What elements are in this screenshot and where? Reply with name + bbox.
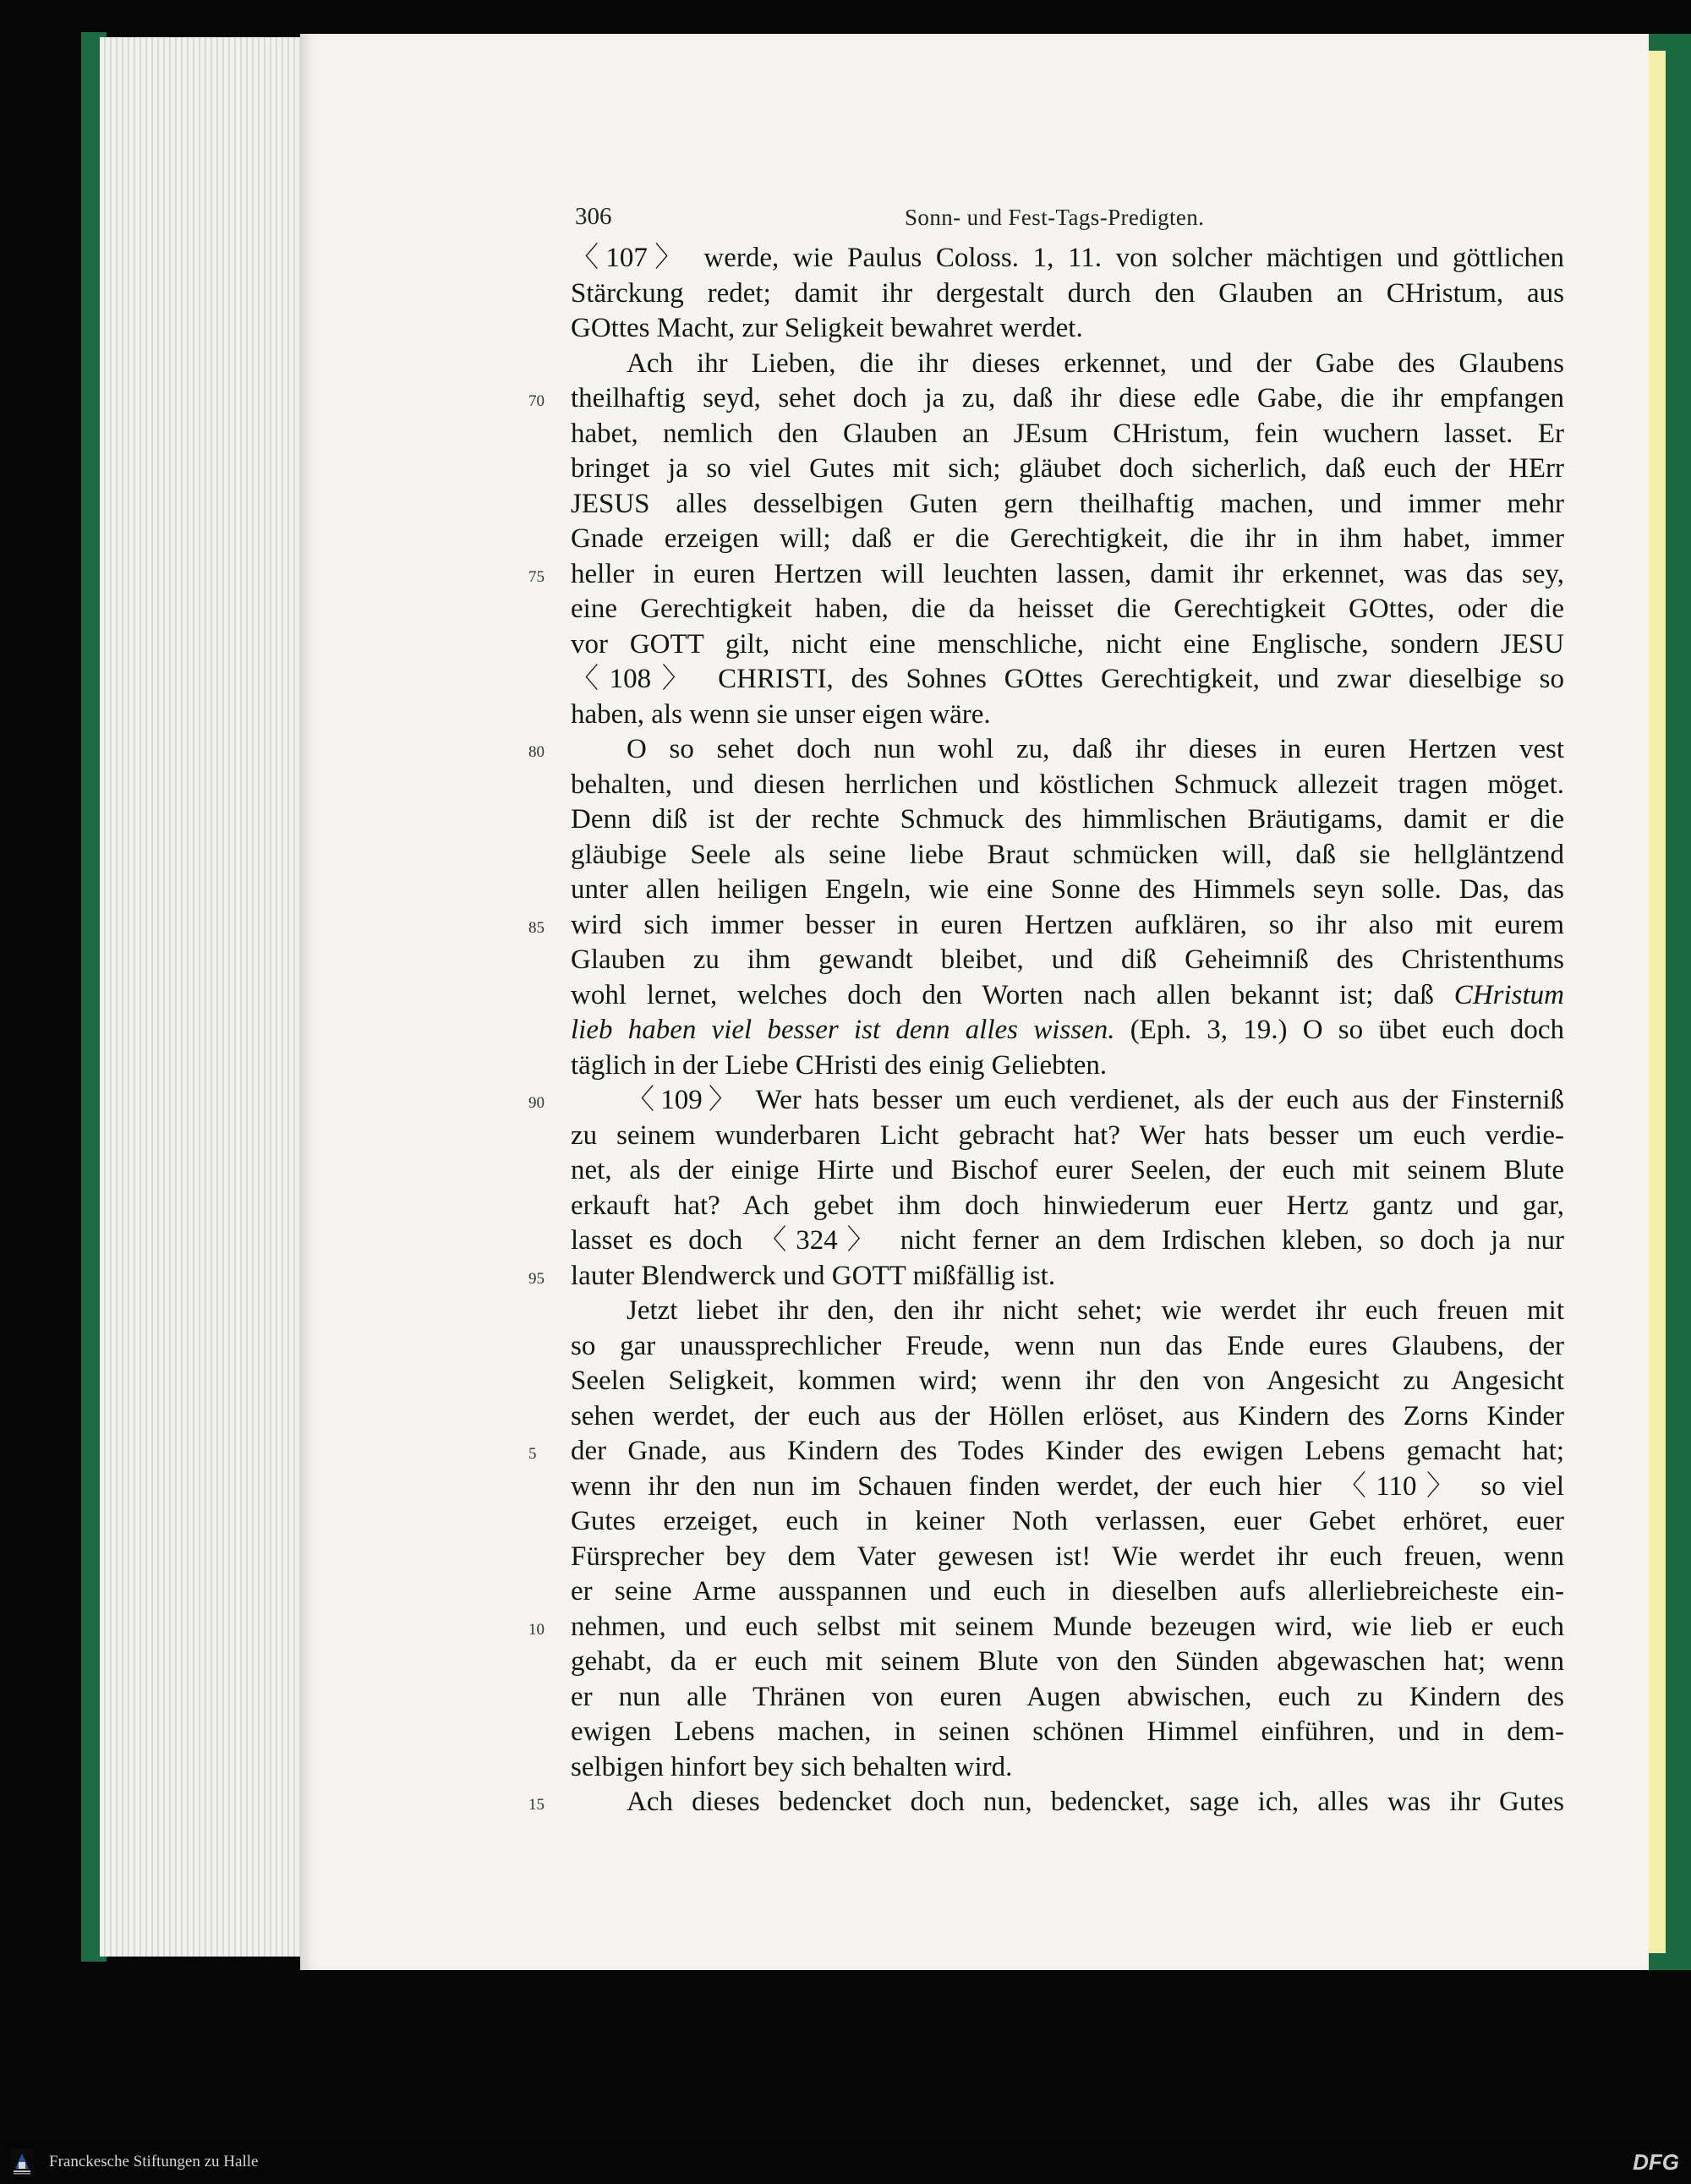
line-text	[571, 1470, 1564, 1505]
text-line	[528, 1083, 1564, 1119]
text-line	[571, 1574, 1564, 1610]
footer-bar	[0, 2141, 1691, 2184]
line-text	[571, 1715, 1564, 1750]
line-text	[571, 487, 1564, 523]
text-segment: (Eph. 3, 19.) O so übet euch doch	[1114, 1015, 1564, 1045]
text-line	[571, 1540, 1564, 1575]
text-segment: JESUS alles desselbigen Guten gern theilhaftig machen, und immer mehr	[571, 488, 1564, 519]
text-line	[571, 1645, 1564, 1680]
text-line	[571, 1013, 1564, 1048]
text-segment: sehen werdet, der euch aus der Höllen erlöset, aus Kindern des Zorns Kinder	[571, 1400, 1564, 1431]
text-segment: Fürsprecher bey dem Vater gewesen ist! Wie werdet ihr euch freuen, wenn	[571, 1541, 1564, 1572]
line-text	[571, 768, 1564, 803]
text-segment: selbigen hinfort bey sich behalten wird.	[571, 1751, 1013, 1782]
text-block	[528, 241, 1564, 1820]
page-stack-edge	[100, 37, 304, 1957]
line-text	[571, 1434, 1564, 1470]
text-segment: Denn diß ist der rechte Schmuck des himmlischen Bräutigams, damit er die	[571, 804, 1564, 835]
text-line	[571, 417, 1564, 452]
text-segment: Seelen Seligkeit, kommen wird; wenn ihr den von Angesicht zu Angesicht	[571, 1366, 1564, 1396]
line-number: 80	[528, 743, 545, 761]
line-text	[571, 1750, 1564, 1786]
line-text	[571, 311, 1564, 347]
text-line	[571, 698, 1564, 733]
text-line	[571, 487, 1564, 523]
text-segment: GOttes Macht, zur Seligkeit bewahret werdet.	[571, 313, 1083, 343]
line-text	[571, 1048, 1564, 1084]
text-segment: bringet ja so viel Gutes mit sich; gläubet doch sicherlich, daß euch der HErr	[571, 453, 1564, 484]
text-line	[528, 557, 1564, 593]
line-text	[571, 522, 1564, 557]
line-text	[627, 1083, 1564, 1119]
facing-page-edge	[1647, 51, 1666, 1953]
line-text	[571, 908, 1564, 944]
line-text	[571, 1364, 1564, 1399]
page-number: 306	[575, 203, 612, 230]
text-segment: er seine Arme ausspannen und euch in dieselben aufs allerliebreicheste ein-	[571, 1576, 1564, 1607]
text-line	[571, 1470, 1564, 1505]
line-text	[571, 1504, 1564, 1540]
line-text	[571, 417, 1564, 452]
line-number: 70	[528, 392, 545, 410]
line-text	[571, 1259, 1564, 1295]
footer-institution: Franckesche Stiftungen zu Halle	[49, 2153, 259, 2170]
text-segment: Glauben zu ihm gewandt bleibet, und diß Geheimniß des Christenthums	[571, 944, 1564, 975]
text-line	[571, 1119, 1564, 1154]
text-line	[571, 276, 1564, 312]
text-line	[571, 1048, 1564, 1084]
book-page	[300, 34, 1649, 1970]
text-segment: lasset es doch 〈324〉 nicht ferner an dem Irdischen kleben, so doch ja nur	[571, 1225, 1564, 1256]
line-text	[571, 943, 1564, 978]
text-segment: vor GOTT gilt, nicht eine menschliche, nicht eine Englische, sondern JESU	[571, 628, 1564, 660]
line-text	[627, 732, 1564, 768]
text-segment: täglich in der Liebe CHristi des einig Geliebten.	[571, 1049, 1108, 1081]
line-text	[571, 802, 1564, 838]
line-number: 90	[528, 1094, 545, 1112]
line-text	[571, 1610, 1564, 1645]
text-line	[571, 943, 1564, 978]
line-text	[571, 592, 1564, 627]
text-line	[528, 381, 1564, 417]
text-segment: Gutes erzeiget, euch in keiner Noth verlassen, euer Gebet erhöret, euer	[571, 1506, 1564, 1536]
line-text	[571, 873, 1564, 908]
running-head	[300, 169, 1649, 230]
line-text	[571, 1574, 1564, 1610]
text-line	[571, 1504, 1564, 1540]
text-line	[571, 802, 1564, 838]
text-line	[528, 1434, 1564, 1470]
line-text	[571, 381, 1564, 417]
text-segment: ewigen Lebens machen, in seinen schönen Himmel einführen, und in dem-	[571, 1716, 1564, 1747]
line-number: 15	[528, 1796, 545, 1814]
text-segment: nehmen, und euch selbst mit seinem Munde bezeugen wird, wie lieb er euch	[571, 1611, 1564, 1642]
text-line	[571, 311, 1564, 347]
text-line	[571, 838, 1564, 873]
line-text	[571, 276, 1564, 312]
text-line	[528, 732, 1564, 768]
text-segment: Gnade erzeigen will; daß er die Gerechtigkeit, die ihr in ihm habet, immer	[571, 523, 1564, 554]
line-number: 10	[528, 1620, 545, 1639]
italic-text-segment: lieb haben viel besser ist denn alles wissen.	[571, 1015, 1115, 1045]
line-number: 75	[528, 567, 545, 586]
text-segment: wird sich immer besser in euren Hertzen aufklären, so ihr also mit eurem	[571, 909, 1564, 940]
line-text	[571, 838, 1564, 873]
text-segment: 〈107〉 werde, wie Paulus Coloss. 1, 11. von solcher mächtigen und göttlichen	[571, 243, 1564, 273]
text-segment: so gar unaussprechlicher Freude, wenn nun das Ende eures Glaubens, der	[571, 1330, 1564, 1361]
text-segment: wohl lernet, welches doch den Worten nach allen bekannt ist; daß	[571, 979, 1454, 1010]
text-segment: Stärckung redet; damit ihr dergestalt durch den Glauben an CHristum, aus	[571, 277, 1564, 309]
text-line	[571, 1715, 1564, 1750]
line-text	[627, 1294, 1564, 1329]
line-text	[627, 347, 1564, 382]
line-text	[571, 1540, 1564, 1575]
text-line	[528, 908, 1564, 944]
text-segment: haben, als wenn sie unser eigen wäre.	[571, 698, 991, 730]
text-line	[571, 1294, 1564, 1329]
line-text	[571, 627, 1564, 663]
text-segment: theilhaftig seyd, sehet doch ja zu, daß ihr diese edle Gabe, die ihr empfangen	[571, 383, 1564, 413]
text-line	[571, 347, 1564, 382]
line-text	[571, 1013, 1564, 1048]
running-title: Sonn- und Fest-Tags-Predigten.	[905, 205, 1205, 230]
text-segment: zu seinem wunderbaren Licht gebracht hat? Wer hats besser um euch verdie-	[571, 1119, 1564, 1151]
text-line	[528, 1259, 1564, 1295]
text-segment: er nun alle Thränen von euren Augen abwischen, euch zu Kindern des	[571, 1681, 1564, 1712]
line-text	[571, 1189, 1564, 1224]
line-text	[571, 1645, 1564, 1680]
text-segment: gläubige Seele als seine liebe Braut schmücken will, daß sie hellgläntzend	[571, 839, 1564, 870]
line-text	[627, 1785, 1564, 1820]
text-line	[528, 1610, 1564, 1645]
text-segment: behalten, und diesen herrlichen und köstlichen Schmuck allezeit tragen möget.	[571, 769, 1564, 800]
text-line	[571, 1153, 1564, 1189]
text-segment: heller in euren Hertzen will leuchten lassen, damit ihr erkennet, was das sey,	[571, 558, 1564, 589]
text-line	[571, 1364, 1564, 1399]
text-line	[571, 1223, 1564, 1259]
text-line	[571, 1399, 1564, 1435]
line-number: 85	[528, 918, 545, 937]
text-segment: der Gnade, aus Kindern des Todes Kinder des ewigen Lebens gemacht hat;	[571, 1436, 1564, 1466]
text-line	[571, 1329, 1564, 1365]
text-segment: eine Gerechtigkeit haben, die da heisset die Gerechtigkeit GOttes, oder die	[571, 594, 1564, 624]
text-line	[571, 1189, 1564, 1224]
italic-text-segment: CHristum	[1453, 979, 1564, 1010]
text-line	[571, 241, 1564, 276]
text-line	[571, 662, 1564, 698]
text-line	[571, 873, 1564, 908]
line-text	[571, 978, 1564, 1014]
text-line	[528, 1785, 1564, 1820]
text-line	[571, 1680, 1564, 1716]
text-line	[571, 1750, 1564, 1786]
line-text	[571, 1399, 1564, 1435]
text-line	[571, 768, 1564, 803]
text-segment: 〈109〉 Wer hats besser um euch verdienet, als der euch aus der Finsterniß	[627, 1085, 1564, 1115]
line-text	[571, 662, 1564, 698]
text-segment: unter allen heiligen Engeln, wie eine Sonne des Himmels seyn solle. Das, das	[571, 874, 1564, 905]
line-text	[571, 1329, 1564, 1365]
text-segment: O so sehet doch nun wohl zu, daß ihr dieses in euren Hertzen vest	[627, 734, 1564, 764]
text-segment: gehabt, da er euch mit seinem Blute von den Sünden abgewaschen hat; wenn	[571, 1646, 1564, 1677]
line-text	[571, 1119, 1564, 1154]
text-segment: Jetzt liebet ihr den, den ihr nicht sehet; wie werdet ihr euch freuen mit	[627, 1295, 1564, 1326]
line-text	[571, 452, 1564, 487]
text-line	[571, 452, 1564, 487]
line-text	[571, 241, 1564, 276]
text-line	[571, 592, 1564, 627]
text-segment: wenn ihr den nun im Schauen finden werdet, der euch hier 〈110〉 so viel	[571, 1470, 1564, 1502]
line-text	[571, 1153, 1564, 1189]
dfg-logo: DFG	[1633, 2149, 1679, 2175]
text-segment: net, als der einige Hirte und Bischof eurer Seelen, der euch mit seinem Blute	[571, 1155, 1564, 1185]
text-segment: lauter Blendwerck und GOTT mißfällig ist.	[571, 1260, 1056, 1291]
text-segment: Ach ihr Lieben, die ihr dieses erkennet, und der Gabe des Glaubens	[627, 348, 1564, 379]
text-segment: erkauft hat? Ach gebet ihm doch hinwiederum euer Hertz gantz und gar,	[571, 1190, 1564, 1221]
text-segment: habet, nemlich den Glauben an JEsum CHristum, fein wuchern lasset. Er	[571, 418, 1564, 449]
text-line	[571, 627, 1564, 663]
line-text	[571, 1223, 1564, 1259]
line-text	[571, 1680, 1564, 1716]
francke-foundation-logo-icon	[10, 2148, 34, 2177]
text-line	[571, 978, 1564, 1014]
line-text	[571, 557, 1564, 593]
line-text	[571, 698, 1564, 733]
text-segment: Ach dieses bedencket doch nun, bedencket, sage ich, alles was ihr Gutes	[627, 1787, 1564, 1817]
text-line	[571, 522, 1564, 557]
line-number: 5	[528, 1445, 537, 1463]
text-segment: 〈108〉 CHRISTI, des Sohnes GOttes Gerechtigkeit, und zwar dieselbige so	[571, 664, 1564, 694]
line-number: 95	[528, 1269, 545, 1288]
